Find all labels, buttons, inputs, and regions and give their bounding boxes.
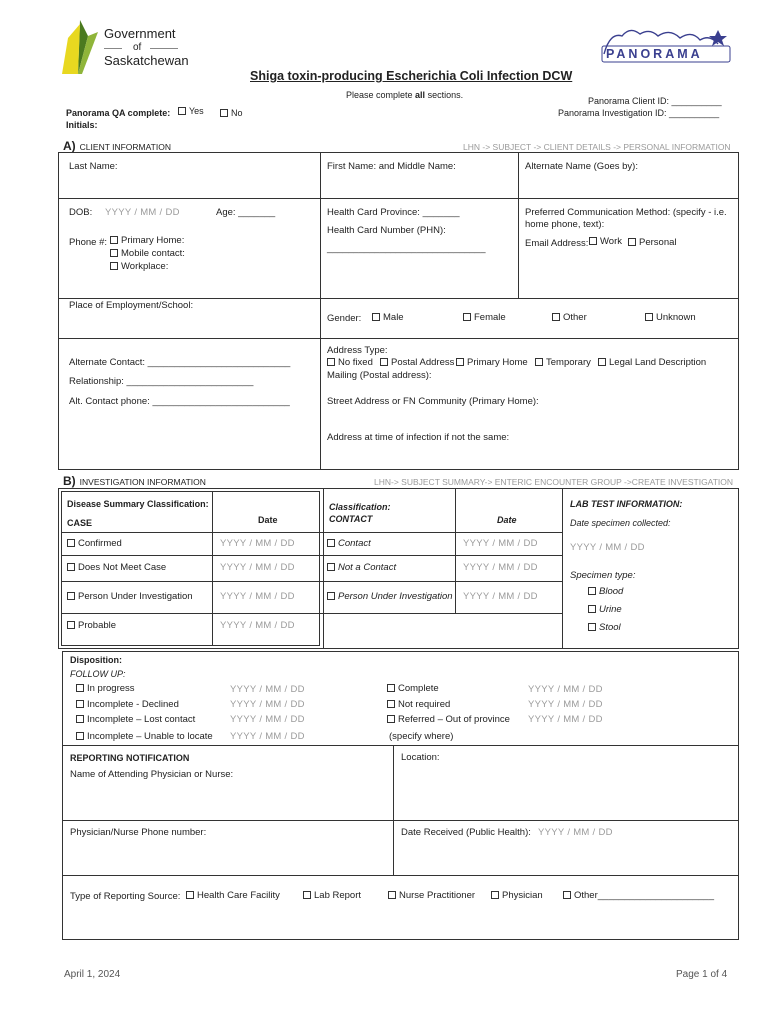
lab-title: LAB TEST INFORMATION:: [570, 499, 683, 509]
divider: [150, 48, 178, 49]
date-received-label: Date Received (Public Health):: [401, 827, 531, 838]
age-field[interactable]: Age: _______: [216, 207, 276, 218]
health-card-number-field[interactable]: ______________________________: [327, 243, 486, 254]
address-nofixed[interactable]: No fixed: [327, 357, 373, 369]
email-personal[interactable]: Personal: [628, 237, 677, 249]
client-id[interactable]: Panorama Client ID: __________: [588, 96, 722, 106]
email-work[interactable]: Work: [589, 236, 622, 248]
contact-date-field[interactable]: YYYY / MM / DD: [463, 538, 538, 549]
gender-label: Gender:: [327, 313, 362, 324]
checkbox-icon[interactable]: [387, 684, 395, 692]
fu-date-field[interactable]: YYYY / MM / DD: [230, 699, 305, 710]
checkbox-icon[interactable]: [303, 891, 311, 899]
case-pui[interactable]: Person Under Investigation: [67, 591, 193, 603]
footer-date: April 1, 2024: [64, 969, 121, 980]
checkbox-icon[interactable]: [327, 539, 335, 547]
location-field[interactable]: Location:: [401, 752, 440, 763]
divider: [104, 48, 122, 49]
fu-lost-contact[interactable]: Incomplete – Lost contact: [76, 714, 195, 726]
qa-label: Panorama QA complete:: [66, 108, 171, 118]
fu-date-field[interactable]: YYYY / MM / DD: [230, 731, 305, 742]
page-title: Shiga toxin-producing Escherichia Coli Infection DCW: [250, 69, 573, 83]
phone-mobile[interactable]: Mobile contact:: [110, 248, 185, 260]
checkbox-icon[interactable]: [220, 109, 228, 117]
gender-unknown[interactable]: Unknown: [645, 312, 696, 324]
checkbox-icon[interactable]: [588, 587, 596, 595]
preferred-comm-label-2: home phone, text):: [525, 219, 605, 230]
last-name-label[interactable]: Last Name:: [69, 161, 118, 172]
street-address-field[interactable]: Street Address or FN Community (Primary Home):: [327, 396, 539, 407]
contact-date-field[interactable]: YYYY / MM / DD: [463, 562, 538, 573]
fu-not-required[interactable]: Not required: [387, 699, 450, 711]
lab-date-collected-label: Date specimen collected:: [570, 518, 671, 528]
checkbox-icon[interactable]: [380, 358, 388, 366]
gov-line1: Government: [104, 26, 176, 41]
gov-line2: of: [133, 42, 142, 53]
dob-field[interactable]: YYYY / MM / DD: [105, 207, 180, 218]
disease-summary-label: Disease Summary Classification:: [67, 499, 209, 509]
gender-other[interactable]: Other: [552, 312, 587, 324]
initials-label: Initials:: [66, 120, 98, 130]
divider: [62, 875, 739, 876]
first-name-label[interactable]: First Name: and Middle Name:: [327, 161, 456, 172]
lab-date-field[interactable]: YYYY / MM / DD: [570, 542, 645, 553]
address-temporary[interactable]: Temporary: [535, 357, 591, 369]
checkbox-icon[interactable]: [67, 621, 75, 629]
section-a-title: A) CLIENT INFORMATION: [63, 139, 171, 153]
fu-declined[interactable]: Incomplete - Declined: [76, 699, 179, 711]
gender-male[interactable]: Male: [372, 312, 404, 324]
divider: [320, 152, 321, 470]
specimen-stool[interactable]: Stool: [588, 622, 621, 634]
fu-date-field[interactable]: YYYY / MM / DD: [528, 684, 603, 695]
fu-date-field[interactable]: YYYY / MM / DD: [230, 714, 305, 725]
checkbox-icon[interactable]: [535, 358, 543, 366]
checkbox-icon[interactable]: [76, 715, 84, 723]
fu-unable-locate[interactable]: Incomplete – Unable to locate: [76, 731, 213, 743]
checkbox-icon[interactable]: [76, 684, 84, 692]
follow-up-label: FOLLOW UP:: [70, 669, 126, 679]
checkbox-icon[interactable]: [645, 313, 653, 321]
case-confirmed[interactable]: Confirmed: [67, 538, 122, 550]
checkbox-icon[interactable]: [76, 700, 84, 708]
checkbox-icon[interactable]: [456, 358, 464, 366]
date-received-field[interactable]: YYYY / MM / DD: [538, 827, 613, 838]
fu-complete[interactable]: Complete: [387, 683, 439, 695]
attending-physician-field[interactable]: Name of Attending Physician or Nurse:: [70, 769, 234, 780]
contact-date-field[interactable]: YYYY / MM / DD: [463, 591, 538, 602]
divider: [393, 745, 394, 875]
source-label: Type of Reporting Source:: [70, 891, 181, 902]
specimen-type-label: Specimen type:: [570, 570, 636, 581]
mailing-address-field[interactable]: Mailing (Postal address):: [327, 370, 432, 381]
checkbox-icon[interactable]: [589, 237, 597, 245]
checkbox-icon[interactable]: [372, 313, 380, 321]
contact-date-header: Date: [497, 515, 517, 525]
checkbox-icon[interactable]: [110, 236, 118, 244]
divider: [62, 820, 739, 821]
footer-page: Page 1 of 4: [676, 969, 728, 980]
checkbox-icon[interactable]: [628, 238, 636, 246]
case-probable[interactable]: Probable: [67, 620, 116, 632]
classification-label: Classification:: [329, 502, 391, 512]
divider: [58, 298, 739, 299]
fu-in-progress[interactable]: In progress: [76, 683, 135, 695]
specimen-blood[interactable]: Blood: [588, 586, 623, 598]
checkbox-icon[interactable]: [110, 249, 118, 257]
divider: [323, 488, 324, 649]
gender-female[interactable]: Female: [463, 312, 506, 324]
preferred-comm-label: Preferred Communication Method: (specify - i.e.: [525, 207, 727, 218]
checkbox-icon[interactable]: [67, 563, 75, 571]
divider: [58, 338, 739, 339]
checkbox-icon[interactable]: [178, 107, 186, 115]
source-lab[interactable]: Lab Report: [303, 890, 361, 902]
divider: [61, 555, 562, 556]
divider: [58, 198, 739, 199]
dob-label: DOB:: [69, 207, 93, 218]
divider: [61, 613, 562, 614]
divider: [562, 488, 563, 649]
section-a-path: LHN -> SUBJECT -> CLIENT DETAILS -> PERSONAL INFORMATION: [463, 142, 731, 152]
checkbox-icon[interactable]: [388, 891, 396, 899]
gov-line3: Saskatchewan: [104, 53, 189, 68]
case-date-field[interactable]: YYYY / MM / DD: [220, 620, 295, 631]
infection-address-field[interactable]: Address at time of infection if not the same:: [327, 432, 510, 443]
physician-phone-field[interactable]: Physician/Nurse Phone number:: [70, 827, 207, 838]
health-card-number-label: Health Card Number (PHN):: [327, 225, 446, 236]
address-legal-land[interactable]: Legal Land Description: [598, 357, 706, 369]
divider: [61, 532, 562, 533]
contact-no[interactable]: Not a Contact: [327, 562, 396, 574]
checkbox-icon[interactable]: [588, 605, 596, 613]
checkbox-icon[interactable]: [463, 313, 471, 321]
case-does-not-meet[interactable]: Does Not Meet Case: [67, 562, 166, 574]
fu-date-field[interactable]: YYYY / MM / DD: [528, 699, 603, 710]
alternate-name-label[interactable]: Alternate Name (Goes by):: [525, 161, 638, 172]
email-label: Email Address:: [525, 238, 589, 249]
checkbox-icon[interactable]: [598, 358, 606, 366]
alternate-contact-field[interactable]: Alternate Contact: ___________________________: [69, 357, 291, 368]
divider: [518, 152, 519, 299]
reporting-notification-label: REPORTING NOTIFICATION: [70, 753, 190, 763]
source-hcf[interactable]: Health Care Facility: [186, 890, 280, 902]
checkbox-icon[interactable]: [67, 592, 75, 600]
contact-yes[interactable]: Contact: [327, 538, 371, 550]
qa-no[interactable]: No: [220, 107, 243, 119]
checkbox-icon[interactable]: [67, 539, 75, 547]
divider: [62, 745, 739, 746]
divider: [61, 581, 562, 582]
checkbox-icon[interactable]: [327, 358, 335, 366]
divider: [455, 488, 456, 614]
fu-date-field[interactable]: YYYY / MM / DD: [528, 714, 603, 725]
address-type-label: Address Type:: [327, 345, 388, 356]
case-header: CASE: [67, 518, 93, 528]
qa-yes[interactable]: Yes: [178, 105, 204, 117]
case-date-field[interactable]: YYYY / MM / DD: [220, 591, 295, 602]
specify-where: (specify where): [389, 731, 454, 742]
contact-pui[interactable]: Person Under Investigation: [327, 591, 453, 603]
checkbox-icon[interactable]: [76, 732, 84, 740]
address-primary[interactable]: Primary Home: [456, 357, 528, 369]
place-employment-label[interactable]: Place of Employment/School:: [69, 300, 194, 311]
checkbox-icon[interactable]: [552, 313, 560, 321]
specimen-urine[interactable]: Urine: [588, 604, 622, 616]
checkbox-icon[interactable]: [563, 891, 571, 899]
checkbox-icon[interactable]: [110, 262, 118, 270]
disposition-label: Disposition:: [70, 655, 122, 665]
checkbox-icon[interactable]: [588, 623, 596, 631]
phone-primary[interactable]: Primary Home:: [110, 235, 184, 247]
fu-date-field[interactable]: YYYY / MM / DD: [230, 684, 305, 695]
source-np[interactable]: Nurse Practitioner: [388, 890, 475, 902]
checkbox-icon[interactable]: [387, 700, 395, 708]
phone-label: Phone #:: [69, 237, 108, 248]
checkbox-icon[interactable]: [327, 563, 335, 571]
checkbox-icon[interactable]: [387, 715, 395, 723]
health-card-province[interactable]: Health Card Province: _______: [327, 207, 460, 218]
investigation-id[interactable]: Panorama Investigation ID: __________: [558, 108, 720, 118]
case-date-header: Date: [258, 515, 278, 525]
divider: [212, 491, 213, 646]
saskatchewan-logo-icon: [58, 18, 100, 76]
phone-work[interactable]: Workplace:: [110, 261, 168, 273]
section-b-path: LHN-> SUBJECT SUMMARY-> ENTERIC ENCOUNTER GROUP ->CREATE INVESTIGATION: [374, 477, 734, 487]
source-other[interactable]: Other______________________: [563, 890, 714, 902]
checkbox-icon[interactable]: [491, 891, 499, 899]
section-b-title: B) INVESTIGATION INFORMATION: [63, 474, 206, 488]
relationship-field[interactable]: Relationship: ________________________: [69, 376, 254, 387]
fu-referred[interactable]: Referred – Out of province: [387, 714, 510, 726]
case-date-field[interactable]: YYYY / MM / DD: [220, 562, 295, 573]
checkbox-icon[interactable]: [186, 891, 194, 899]
contact-header: CONTACT: [329, 514, 373, 524]
instruction: Please complete all sections.: [346, 90, 464, 100]
address-postal[interactable]: Postal Address: [380, 357, 454, 369]
panorama-logo-text: PANORAMA: [606, 47, 703, 61]
source-physician[interactable]: Physician: [491, 890, 543, 902]
checkbox-icon[interactable]: [327, 592, 335, 600]
case-date-field[interactable]: YYYY / MM / DD: [220, 538, 295, 549]
alt-contact-phone-field[interactable]: Alt. Contact phone: __________________________: [69, 396, 290, 407]
